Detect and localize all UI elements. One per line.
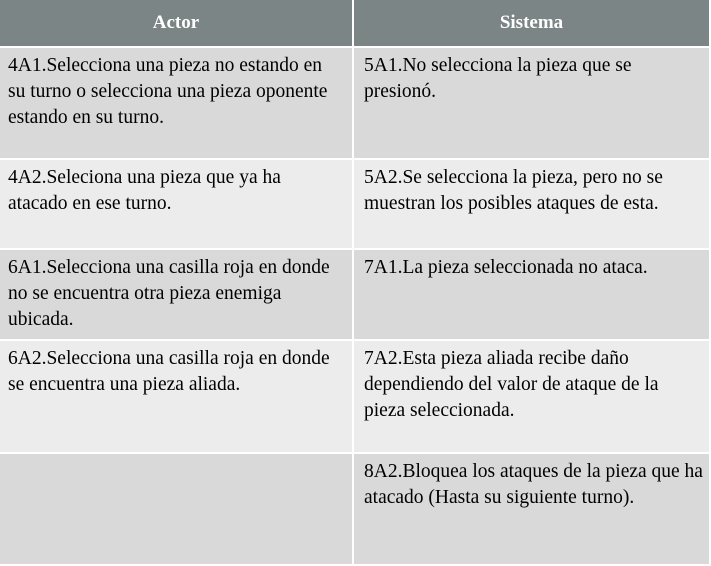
header-row	[0, 0, 709, 47]
table-row	[0, 340, 709, 453]
table-row	[0, 159, 709, 249]
table-header	[0, 0, 709, 47]
actor-cell	[0, 453, 353, 565]
sistema-cell: 7A2.Esta pieza aliada recibe daño dependiendo del valor de ataque de la pieza seleccionada.	[353, 340, 709, 453]
sistema-cell: 8A2.Bloquea los ataques de la pieza que ha atacado (Hasta su siguiente turno).	[353, 453, 709, 565]
header-actor: Actor	[0, 0, 353, 47]
sistema-cell: 7A1.La pieza seleccionada no ataca.	[353, 249, 709, 340]
table-row	[0, 249, 709, 340]
actor-cell: 4A1.Selecciona una pieza no estando en su turno o selecciona una pieza oponente estando en su turno.	[0, 47, 353, 159]
header-sistema: Sistema	[353, 0, 709, 47]
actor-cell: 4A2.Seleciona una pieza que ya ha atacado en ese turno.	[0, 159, 353, 249]
actor-cell: 6A1.Selecciona una casilla roja en donde no se encuentra otra pieza enemiga ubicada.	[0, 249, 353, 340]
table-body	[0, 47, 709, 565]
actor-cell: 6A2.Selecciona una casilla roja en donde se encuentra una pieza aliada.	[0, 340, 353, 453]
table-row	[0, 453, 709, 565]
sistema-cell: 5A1.No selecciona la pieza que se presionó.	[353, 47, 709, 159]
table-row	[0, 47, 709, 159]
sistema-cell: 5A2.Se selecciona la pieza, pero no se muestran los posibles ataques de esta.	[353, 159, 709, 249]
